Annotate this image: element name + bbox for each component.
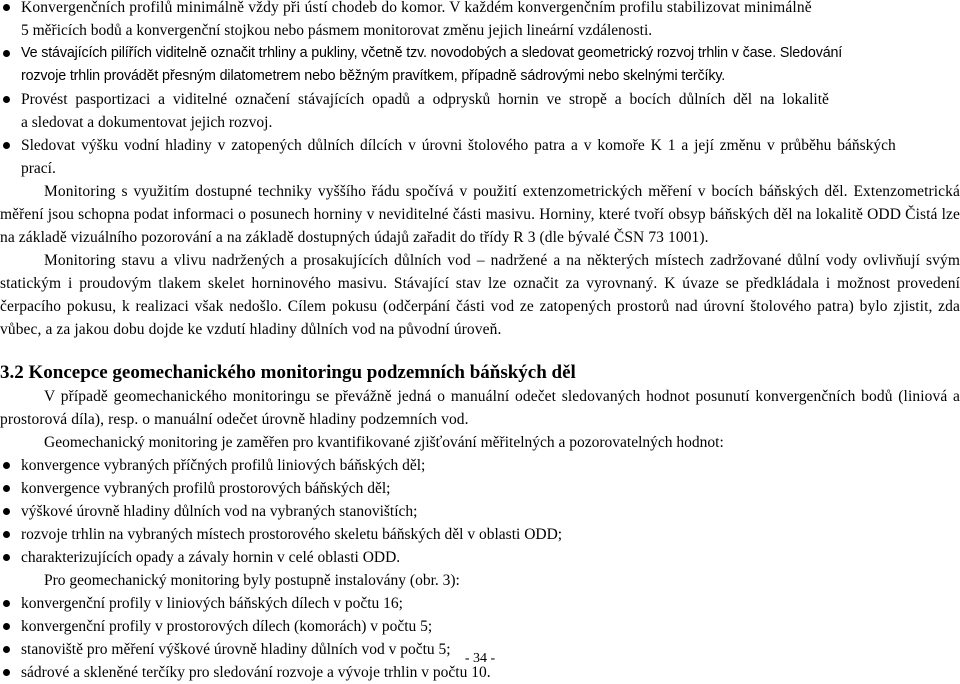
list-item-text: výškové úrovně hladiny důlních vod na vybraných stanovištích;	[21, 503, 418, 520]
section-heading: 3.2 Koncepce geomechanického monitoringu podzemních báňských děl	[0, 362, 576, 383]
list-item-text: rozvoje trhlin na vybraných místech prostorového skeletu báňských děl v oblasti ODD;	[21, 526, 563, 543]
list-item-text: konvergenční profily v prostorových dílech (komorách) v počtu 5;	[21, 618, 433, 635]
page-number: - 34 -	[464, 651, 496, 666]
list-item-text: konvergenční profily v liniových báňských dílech v počtu 16;	[21, 595, 403, 612]
body-paragraph: Monitoring stavu a vlivu nadržených a prosakujících důlních vod – nadržené a na některých místech zadržované důlní vody ovlivňují svým statickým i proudovým tlakem skelet horninového masivu. Stávající stav lze označit za vyrovnaný. K úvaze se předkládala i možnost provedení čerpacího pokusu, k realizaci však nedošlo. Cílem pokusu (odčerpání části vod ze zatopených prostorů nad úrovní štolového patra) bylo zjistit, zda vůbec, a za jakou dobu dojde ke vzdutí hladiny důlních vod na původní úroveň.	[0, 252, 960, 338]
list-item-text: konvergence vybraných příčných profilů liniových báňských děl;	[21, 457, 426, 474]
list-item	[0, 592, 960, 615]
list-item	[0, 88, 960, 134]
list-item-text: charakterizujících opady a závaly hornin v celé oblasti ODD.	[21, 549, 401, 566]
measured-values-list	[0, 454, 960, 569]
list-item	[0, 500, 960, 523]
list-item	[0, 523, 960, 546]
body-paragraph: Pro geomechanický monitoring byly postupně instalovány (obr. 3):	[44, 572, 460, 589]
bullet-text-line: 5 měřicích bodů a konvergenční stojkou nebo pásmem monitorovat změnu jejich lineární vzdálenosti.	[21, 22, 653, 39]
list-item	[0, 42, 960, 88]
list-item	[0, 454, 960, 477]
bullet-text-line: Ve stávajících pilířích viditelně označit trhliny a pukliny, včetně tzv. novodobých a sledovat geometrický rozvoj trhlin v čase. Sledování	[21, 45, 843, 61]
installed-equipment-list	[0, 592, 960, 684]
bullet-text-line: Sledovat výšku vodní hladiny v zatopených důlních dílcích v úrovni štolového patra a v komoře K 1 a její změnu v průběhu báňských	[21, 137, 896, 154]
list-item	[0, 477, 960, 500]
body-paragraph: Monitoring s využitím dostupné techniky vyššího řádu spočívá v použití extenzometrických měření v bocích báňských děl. Extenzometrická měření jsou schopna podat informaci o posunech horniny v neviditelné části masivu. Horniny, které tvoří obsyp báňských děl na lokalitě ODD Čistá lze na základě vizuálního pozorování a na základě dostupných údajů zařadit do třídy R 3 (dle bývalé ČSN 73 1001).	[0, 183, 960, 246]
bullet-text-line: prací.	[21, 160, 56, 177]
list-item	[0, 546, 960, 569]
list-item-text: sádrové a skleněné terčíky pro sledování rozvoje a vývoje trhlin v počtu 10.	[21, 664, 491, 681]
bullet-text-line: Konvergenčních profilů minimálně vždy při ústí chodeb do komor. V každém konvergenčním profilu stabilizovat minimálně	[21, 0, 812, 16]
bullet-text-line: Provést pasportizaci a viditelné označení stávajících opadů a odprysků hornin ve stropě a bocích důlních děl na lokalitě	[21, 91, 829, 108]
list-item-text: stanoviště pro měření výškové úrovně hladiny důlních vod v počtu 5;	[21, 641, 451, 658]
body-paragraph: V případě geomechanického monitoringu se převážně jedná o manuální odečet sledovaných hodnot posunutí konvergenčních bodů (liniová a prostorová díla), resp. o manuální odečet úrovně hladiny podzemních vod.	[0, 388, 960, 428]
body-paragraph: Geomechanický monitoring je zaměřen pro kvantifikované zjišťování měřitelných a pozorovatelných hodnot:	[44, 434, 724, 451]
bullet-text-line: a sledovat a dokumentovat jejich rozvoj.	[21, 114, 273, 131]
list-item	[0, 615, 960, 638]
bullet-text-line: rozvoje trhlin provádět přesným dilatometrem nebo běžným pravítkem, případně sádrovými nebo skelnými terčíky.	[21, 68, 726, 84]
list-item	[0, 134, 960, 180]
list-item-text: konvergence vybraných profilů prostorových báňských děl;	[21, 480, 391, 497]
list-item	[0, 0, 960, 42]
